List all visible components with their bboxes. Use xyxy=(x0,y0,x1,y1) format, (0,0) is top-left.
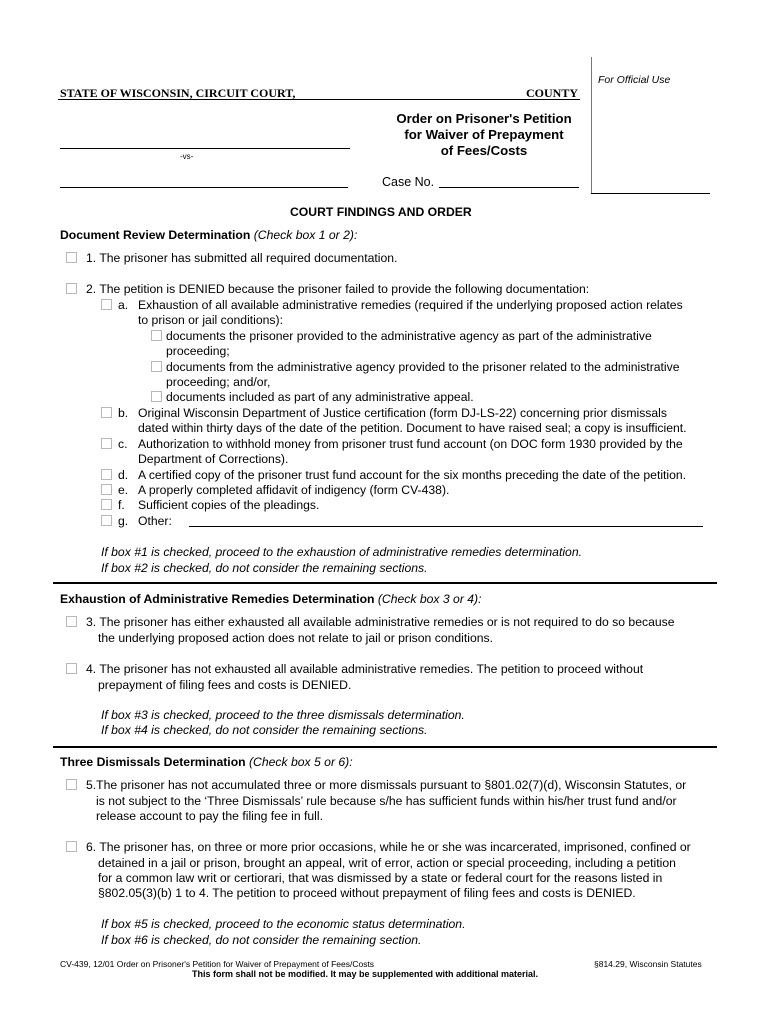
item-6-text-1: 6. The prisoner has, on three or more prior occasions, while he or she was incarcerated, imprisoned, confined or xyxy=(86,840,691,854)
checkbox-2a[interactable] xyxy=(101,299,112,310)
official-use-label: For Official Use xyxy=(598,74,671,86)
item-2a-sub-1-text-2: proceeding; xyxy=(166,344,230,358)
checkbox-2e[interactable] xyxy=(101,484,112,495)
item-2a-text-1: Exhaustion of all available administrative remedies (required if the underlying proposed action relates xyxy=(138,298,683,312)
item-2b-text-1: Original Wisconsin Department of Justice certification (form DJ-LS-22) concerning prior dismissals xyxy=(138,406,667,420)
item-4-text-1: 4. The prisoner has not exhausted all available administrative remedies. The petition to proceed without xyxy=(86,662,644,676)
item-2d-text: A certified copy of the prisoner trust fund account for the six months preceding the date of the petition. xyxy=(138,468,687,482)
item-2a-text-2: to prison or jail conditions): xyxy=(138,313,283,327)
item-2a-sub-2-text-1: documents from the administrative agency provided to the prisoner related to the administrative xyxy=(166,360,680,374)
item-2a-sub-3-text: documents included as part of any administrative appeal. xyxy=(166,390,474,404)
county-label: COUNTY xyxy=(526,86,579,100)
other-line[interactable] xyxy=(189,526,703,527)
item-2-text: 2. The petition is DENIED because the prisoner failed to provide the following documentation: xyxy=(86,282,590,296)
form-title-line-3: of Fees/Costs xyxy=(440,143,528,158)
state-court-label: STATE OF WISCONSIN, CIRCUIT COURT, xyxy=(60,86,296,100)
item-6-text-3: for a common law writ or certiorari, that was dismissed by a state or federal court for the reasons listed in xyxy=(98,871,663,885)
item-1-text: 1. The prisoner has submitted all required documentation. xyxy=(86,251,398,265)
checkbox-2c[interactable] xyxy=(101,438,112,449)
item-2a-sub-2-text-2: proceeding; and/or, xyxy=(166,375,271,389)
exhaustion-heading xyxy=(60,592,482,607)
checkbox-4[interactable] xyxy=(66,663,77,674)
item-5-text-2: is not subject to the ‘Three Dismissals’ rule because s/he has sufficient funds within his/her trust fund and/or xyxy=(96,794,677,808)
checkbox-1[interactable] xyxy=(66,252,77,263)
item-2a-label: a. xyxy=(118,298,129,312)
official-use-bottom-line xyxy=(591,193,710,194)
form-title-line-2: for Waiver of Prepayment xyxy=(404,127,564,142)
checkbox-2a-sub-1[interactable] xyxy=(151,330,162,341)
doc-review-note-1: If box #1 is checked, proceed to the exhaustion of administrative remedies determination. xyxy=(101,545,582,559)
case-no-label: Case No. xyxy=(382,175,435,189)
defendant-name-line[interactable] xyxy=(60,187,348,188)
checkbox-2[interactable] xyxy=(66,283,77,294)
checkbox-2b[interactable] xyxy=(101,407,112,418)
three-dismissals-title: Three Dismissals Determination xyxy=(60,755,246,769)
three-dismissals-note-1: If box #5 is checked, proceed to the economic status determination. xyxy=(101,917,466,931)
checkbox-2g[interactable] xyxy=(101,515,112,526)
main-heading: COURT FINDINGS AND ORDER xyxy=(290,205,472,219)
form-title-line-1: Order on Prisoner's Petition xyxy=(396,111,572,126)
exhaustion-instructions: (Check box 3 or 4): xyxy=(377,592,482,606)
exhaustion-title: Exhaustion of Administrative Remedies Determination xyxy=(60,592,375,606)
item-2c-label: c. xyxy=(118,437,128,451)
three-dismissals-instructions: (Check box 5 or 6): xyxy=(248,755,353,769)
footer-notice: This form shall not be modified. It may be supplemented with additional material. xyxy=(192,969,539,979)
item-2b-label: b. xyxy=(118,406,129,420)
item-2g-label: g. xyxy=(118,514,129,528)
three-dismissals-note-2: If box #6 is checked, do not consider the remaining section. xyxy=(101,933,422,947)
item-3-text-2: the underlying proposed action does not relate to jail or prison conditions. xyxy=(98,631,493,645)
doc-review-heading xyxy=(60,228,357,243)
item-2f-text: Sufficient copies of the pleadings. xyxy=(138,498,320,512)
checkbox-3[interactable] xyxy=(66,616,77,627)
exhaustion-note-2: If box #4 is checked, do not consider the remaining sections. xyxy=(101,723,428,737)
item-5-text-1: 5.The prisoner has not accumulated three or more dismissals pursuant to §801.02(7)(d), Wisconsin Statutes, or xyxy=(86,778,687,792)
checkbox-2f[interactable] xyxy=(101,499,112,510)
case-no-line[interactable] xyxy=(439,187,579,188)
item-4-text-2: prepayment of filing fees and costs is DENIED. xyxy=(98,678,352,692)
versus-label: -vs- xyxy=(180,152,194,161)
item-2c-text-2: Department of Corrections). xyxy=(138,452,289,466)
item-6-text-4: §802.05(3)(b) 1 to 4. The petition to proceed without prepayment of filing fees and costs is DENIED. xyxy=(98,886,636,900)
item-2b-text-2: dated within thirty days of the date of the petition. Document to have raised seal; a copy is insufficient. xyxy=(138,421,687,435)
county-line[interactable] xyxy=(58,99,580,100)
item-2a-sub-1-text-1: documents the prisoner provided to the administrative agency as part of the administrative xyxy=(166,329,652,343)
checkbox-6[interactable] xyxy=(66,841,77,852)
checkbox-2a-sub-2[interactable] xyxy=(151,361,162,372)
three-dismissals-heading xyxy=(60,755,353,770)
doc-review-instructions: (Check box 1 or 2): xyxy=(253,228,358,242)
item-2d-label: d. xyxy=(118,468,129,482)
item-2e-text: A properly completed affidavit of indigency (form CV-438). xyxy=(138,483,450,497)
item-6-text-2: detained in a jail or prison, brought an appeal, writ of error, action or special proceeding, including a petition xyxy=(98,856,676,870)
checkbox-2a-sub-3[interactable] xyxy=(151,391,162,402)
checkbox-2d[interactable] xyxy=(101,469,112,480)
checkbox-5[interactable] xyxy=(66,779,77,790)
item-2f-label: f. xyxy=(118,498,125,512)
item-2g-text: Other: xyxy=(138,514,172,528)
section-divider-1 xyxy=(53,582,717,584)
plaintiff-name-line[interactable] xyxy=(60,148,350,149)
footer-form-id: CV-439, 12/01 Order on Prisoner's Petition for Waiver of Prepayment of Fees/Costs xyxy=(60,959,375,969)
doc-review-note-2: If box #2 is checked, do not consider the remaining sections. xyxy=(101,561,428,575)
item-3-text-1: 3. The prisoner has either exhausted all available administrative remedies or is not required to do so because xyxy=(86,615,675,629)
doc-review-title: Document Review Determination xyxy=(60,228,251,242)
item-2c-text-1: Authorization to withhold money from prisoner trust fund account (on DOC form 1930 provided by the xyxy=(138,437,683,451)
exhaustion-note-1: If box #3 is checked, proceed to the three dismissals determination. xyxy=(101,708,465,722)
item-2e-label: e. xyxy=(118,483,129,497)
section-divider-2 xyxy=(53,746,717,748)
item-5-text-3: release account to pay the filing fee in full. xyxy=(96,809,323,823)
footer-statute: §814.29, Wisconsin Statutes xyxy=(594,959,702,969)
